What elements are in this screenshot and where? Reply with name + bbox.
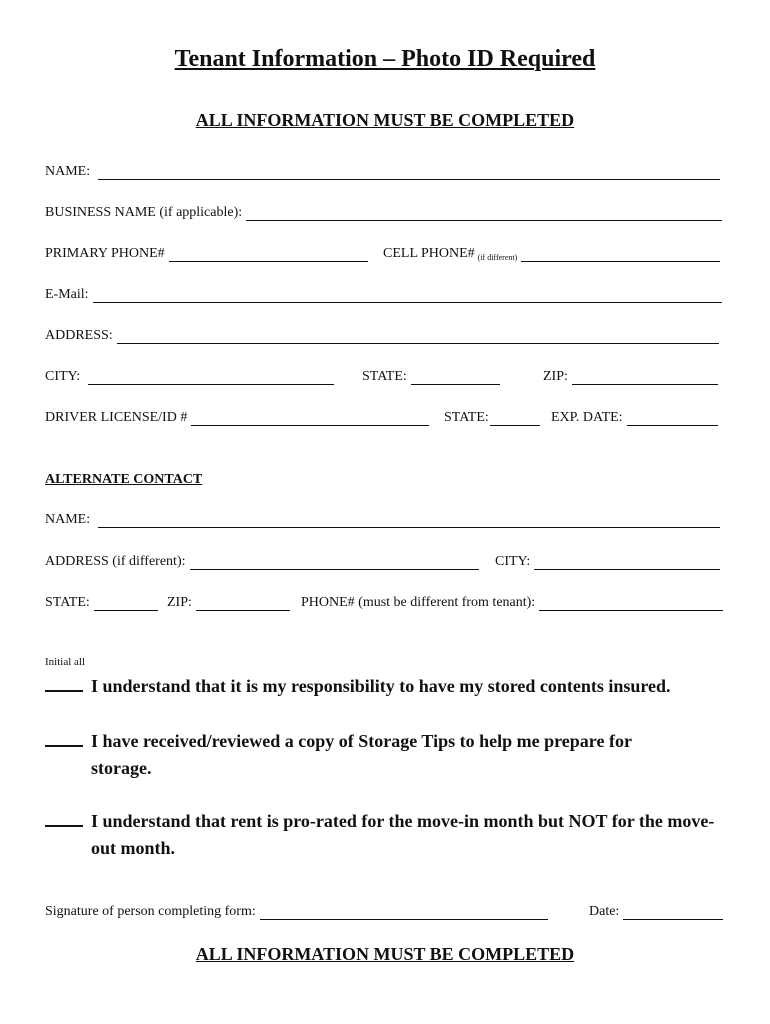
address-row: [45, 326, 725, 346]
driver-license-row: [45, 408, 725, 428]
city-field[interactable]: [88, 370, 334, 385]
initial-field[interactable]: [45, 808, 83, 827]
alt-state-zip-phone-row: [45, 593, 725, 613]
city-label: CITY:: [45, 369, 81, 384]
acknowledgement-item: [45, 808, 725, 862]
phone-row: [45, 244, 725, 264]
email-row: [45, 285, 725, 305]
state-label: STATE:: [362, 369, 407, 384]
alt-name-label: NAME:: [45, 512, 91, 527]
initial-all-note: Initial all: [45, 656, 86, 668]
alt-city-label: CITY:: [495, 554, 531, 569]
alt-state-field[interactable]: [94, 596, 158, 611]
alt-zip-label: ZIP:: [167, 595, 192, 610]
page-subtitle: ALL INFORMATION MUST BE COMPLETED: [195, 110, 575, 130]
name-row: [45, 162, 725, 182]
date-label: Date:: [589, 904, 620, 919]
footer-notice: ALL INFORMATION MUST BE COMPLETED: [195, 944, 575, 964]
alt-state-label: STATE:: [45, 595, 90, 610]
dl-state-label: STATE:: [444, 410, 489, 425]
primary-phone-field[interactable]: [169, 247, 368, 262]
dl-state-field[interactable]: [490, 411, 540, 426]
business-name-label: BUSINESS NAME (if applicable):: [45, 205, 243, 220]
acknowledgement-item: [45, 673, 725, 700]
address-label: ADDRESS:: [45, 328, 113, 343]
signature-field[interactable]: [260, 905, 548, 920]
cell-phone-field[interactable]: [521, 247, 720, 262]
email-label: E-Mail:: [45, 287, 89, 302]
acknowledgement-text: I understand that it is my responsibility to have my stored contents insured.: [91, 676, 671, 696]
alternate-contact-heading: ALTERNATE CONTACT: [45, 472, 203, 487]
alt-name-field[interactable]: [98, 513, 720, 528]
date-field[interactable]: [623, 905, 723, 920]
primary-phone-label: PRIMARY PHONE#: [45, 246, 165, 261]
acknowledgement-item: [45, 728, 685, 782]
alt-zip-field[interactable]: [196, 596, 290, 611]
cell-phone-label: CELL PHONE#: [383, 246, 475, 261]
exp-date-field[interactable]: [627, 411, 718, 426]
alt-city-field[interactable]: [534, 555, 720, 570]
email-field[interactable]: [93, 288, 722, 303]
business-name-field[interactable]: [246, 206, 722, 221]
initial-field[interactable]: [45, 673, 83, 692]
zip-field[interactable]: [572, 370, 718, 385]
state-field[interactable]: [411, 370, 500, 385]
alt-phone-label: PHONE# (must be different from tenant):: [301, 595, 536, 610]
alt-address-row: [45, 552, 725, 572]
initial-field[interactable]: [45, 728, 83, 747]
name-label: NAME:: [45, 164, 91, 179]
acknowledgement-text: I understand that rent is pro-rated for the move-in month but NOT for the move-out month.: [91, 811, 715, 858]
business-name-row: [45, 203, 725, 223]
signature-label: Signature of person completing form:: [45, 904, 256, 919]
acknowledgement-text: I have received/reviewed a copy of Storage Tips to help me prepare for storage.: [91, 731, 632, 778]
driver-license-label: DRIVER LICENSE/ID #: [45, 410, 188, 425]
alt-address-label: ADDRESS (if different):: [45, 554, 186, 569]
city-state-zip-row: [45, 367, 725, 387]
page-title: Tenant Information – Photo ID Required: [174, 46, 596, 72]
signature-row: [45, 902, 725, 922]
zip-label: ZIP:: [543, 369, 568, 384]
driver-license-field[interactable]: [191, 411, 429, 426]
cell-phone-note: (if different): [477, 253, 518, 262]
alt-address-field[interactable]: [190, 555, 480, 570]
name-field[interactable]: [98, 165, 720, 180]
alt-name-row: [45, 510, 725, 530]
alt-phone-field[interactable]: [539, 596, 723, 611]
exp-date-label: EXP. DATE:: [551, 410, 623, 425]
address-field[interactable]: [117, 329, 719, 344]
